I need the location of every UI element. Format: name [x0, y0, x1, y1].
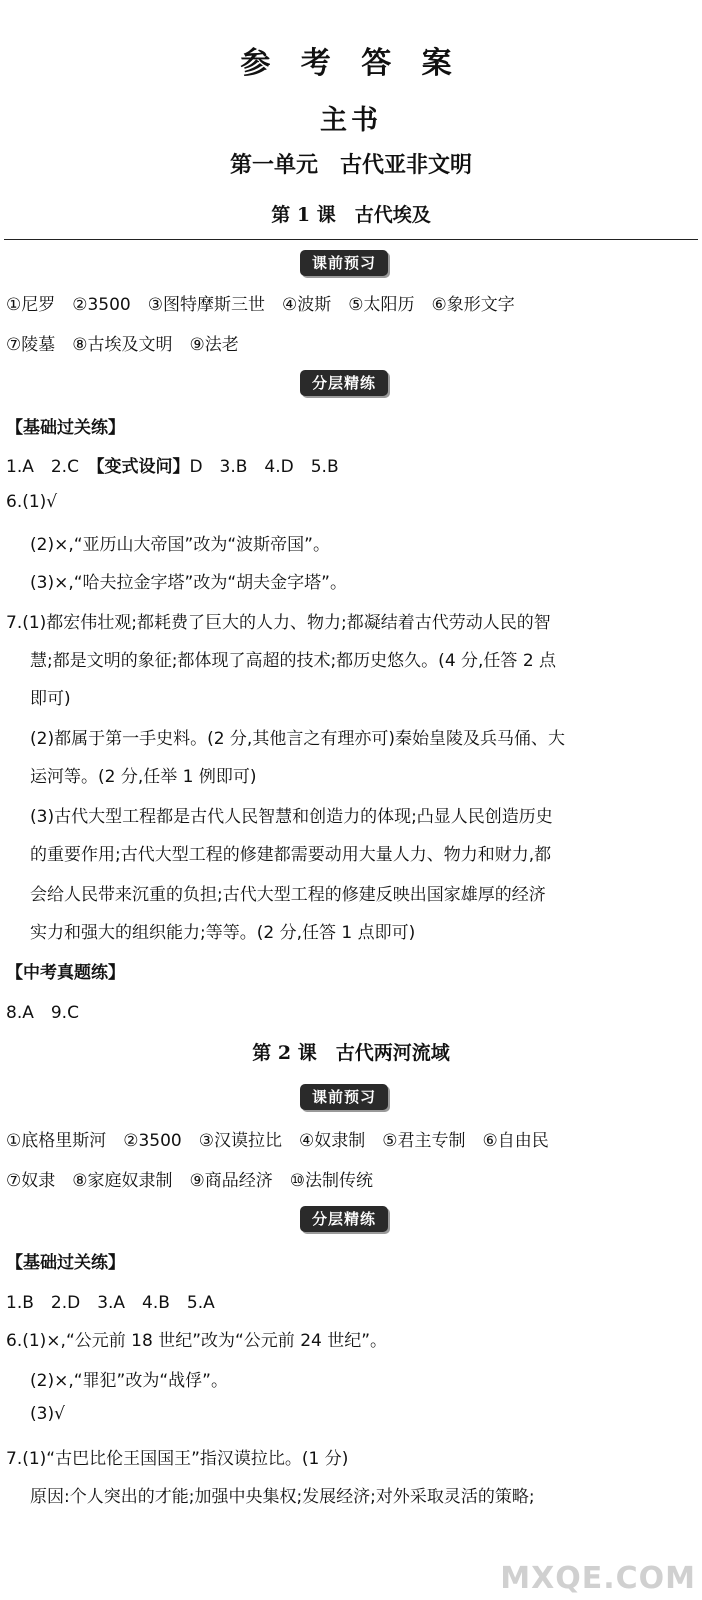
- lesson-1-q6-line-2: (2)×,“亚历山大帝国”改为“波斯帝国”。: [30, 535, 330, 555]
- variant-question-label: 【变式设问】: [95, 457, 190, 477]
- lesson-2-heading: 第 2 课 古代两河流域: [252, 1042, 450, 1064]
- lesson-1-q7-line-1: 7.(1)都宏伟壮观;都耗费了巨大的人力、物力;都凝结着古代劳动人民的智: [6, 613, 551, 633]
- book-subtitle: 主书: [320, 105, 382, 136]
- lesson-1-q7-line-4: (2)都属于第一手史料。(2 分,其他言之有理亦可)秦始皇陵及兵马俑、大: [30, 729, 565, 749]
- lesson-1-answers-pre: 1.A 2.C: [6, 457, 96, 477]
- lesson-2-q6-line-2: (2)×,“罪犯”改为“战俘”。: [30, 1371, 228, 1391]
- lesson-1-q6-line-1: 6.(1)√: [6, 492, 58, 512]
- lesson-2-preview-line-1: ①底格里斯河 ②3500 ③汉谟拉比 ④奴隶制 ⑤君主专制 ⑥自由民: [6, 1131, 549, 1151]
- lesson-2-practice-badge: 分层精练: [300, 1206, 388, 1232]
- lesson-1-preview-badge: 课前预习: [300, 250, 388, 276]
- lesson-1-q7-line-6: (3)古代大型工程都是古代人民智慧和创造力的体现;凸显人民创造历史: [30, 807, 553, 827]
- lesson-1-answers-post: D 3.B 4.D 5.B: [189, 457, 339, 477]
- lesson-1-q6-line-3: (3)×,“哈夫拉金字塔”改为“胡夫金字塔”。: [30, 573, 347, 593]
- lesson-1-q7-line-7: 的重要作用;古代大型工程的修建都需要动用大量人力、物力和财力,都: [30, 845, 552, 865]
- lesson-2-preview-badge: 课前预习: [300, 1084, 388, 1110]
- lesson-2-q6-line-3: (3)√: [30, 1404, 65, 1424]
- lesson-2-answers: 1.B 2.D 3.A 4.B 5.A: [6, 1293, 215, 1313]
- lesson-1-practice-badge: 分层精练: [300, 370, 388, 396]
- lesson-1-q7-line-9: 实力和强大的组织能力;等等。(2 分,任答 1 点即可): [30, 923, 416, 943]
- lesson-1-q7-line-8: 会给人民带来沉重的负担;古代大型工程的修建反映出国家雄厚的经济: [30, 885, 546, 905]
- lesson-1-exam-answers: 8.A 9.C: [6, 1003, 79, 1023]
- page-title: 参 考 答 案: [240, 46, 462, 81]
- lesson-2-preview-line-2: ⑦奴隶 ⑧家庭奴隶制 ⑨商品经济 ⑩法制传统: [6, 1171, 373, 1191]
- lesson-2-q6-line-1: 6.(1)×,“公元前 18 世纪”改为“公元前 24 世纪”。: [6, 1331, 388, 1351]
- lesson-2-basic-label: 【基础过关练】: [6, 1253, 125, 1273]
- lesson-1-q7-line-2: 慧;都是文明的象征;都体现了高超的技术;都历史悠久。(4 分,任答 2 点: [30, 651, 557, 671]
- lesson-1-q7-line-5: 运河等。(2 分,任举 1 例即可): [30, 767, 257, 787]
- lesson-1-preview-line-2: ⑦陵墓 ⑧古埃及文明 ⑨法老: [6, 335, 239, 355]
- lesson-1-preview-line-1: ①尼罗 ②3500 ③图特摩斯三世 ④波斯 ⑤太阳历 ⑥象形文字: [6, 295, 515, 315]
- lesson-1-q7-line-3: 即可): [30, 689, 71, 709]
- lesson-1-exam-label: 【中考真题练】: [6, 963, 125, 983]
- unit-title: 第一单元 古代亚非文明: [229, 152, 472, 178]
- lesson-1-answer-row: [6, 452, 339, 477]
- lesson-1-heading: 第 1 课 古代埃及: [271, 204, 431, 226]
- header-divider: [4, 239, 698, 240]
- lesson-2-q7-line-2: 原因:个人突出的才能;加强中央集权;发展经济;对外采取灵活的策略;: [30, 1487, 535, 1507]
- lesson-1-basic-label: 【基础过关练】: [6, 418, 125, 438]
- lesson-2-q7-line-1: 7.(1)“古巴比伦王国国王”指汉谟拉比。(1 分): [6, 1449, 349, 1469]
- watermark: MXQE.COM: [500, 1561, 696, 1596]
